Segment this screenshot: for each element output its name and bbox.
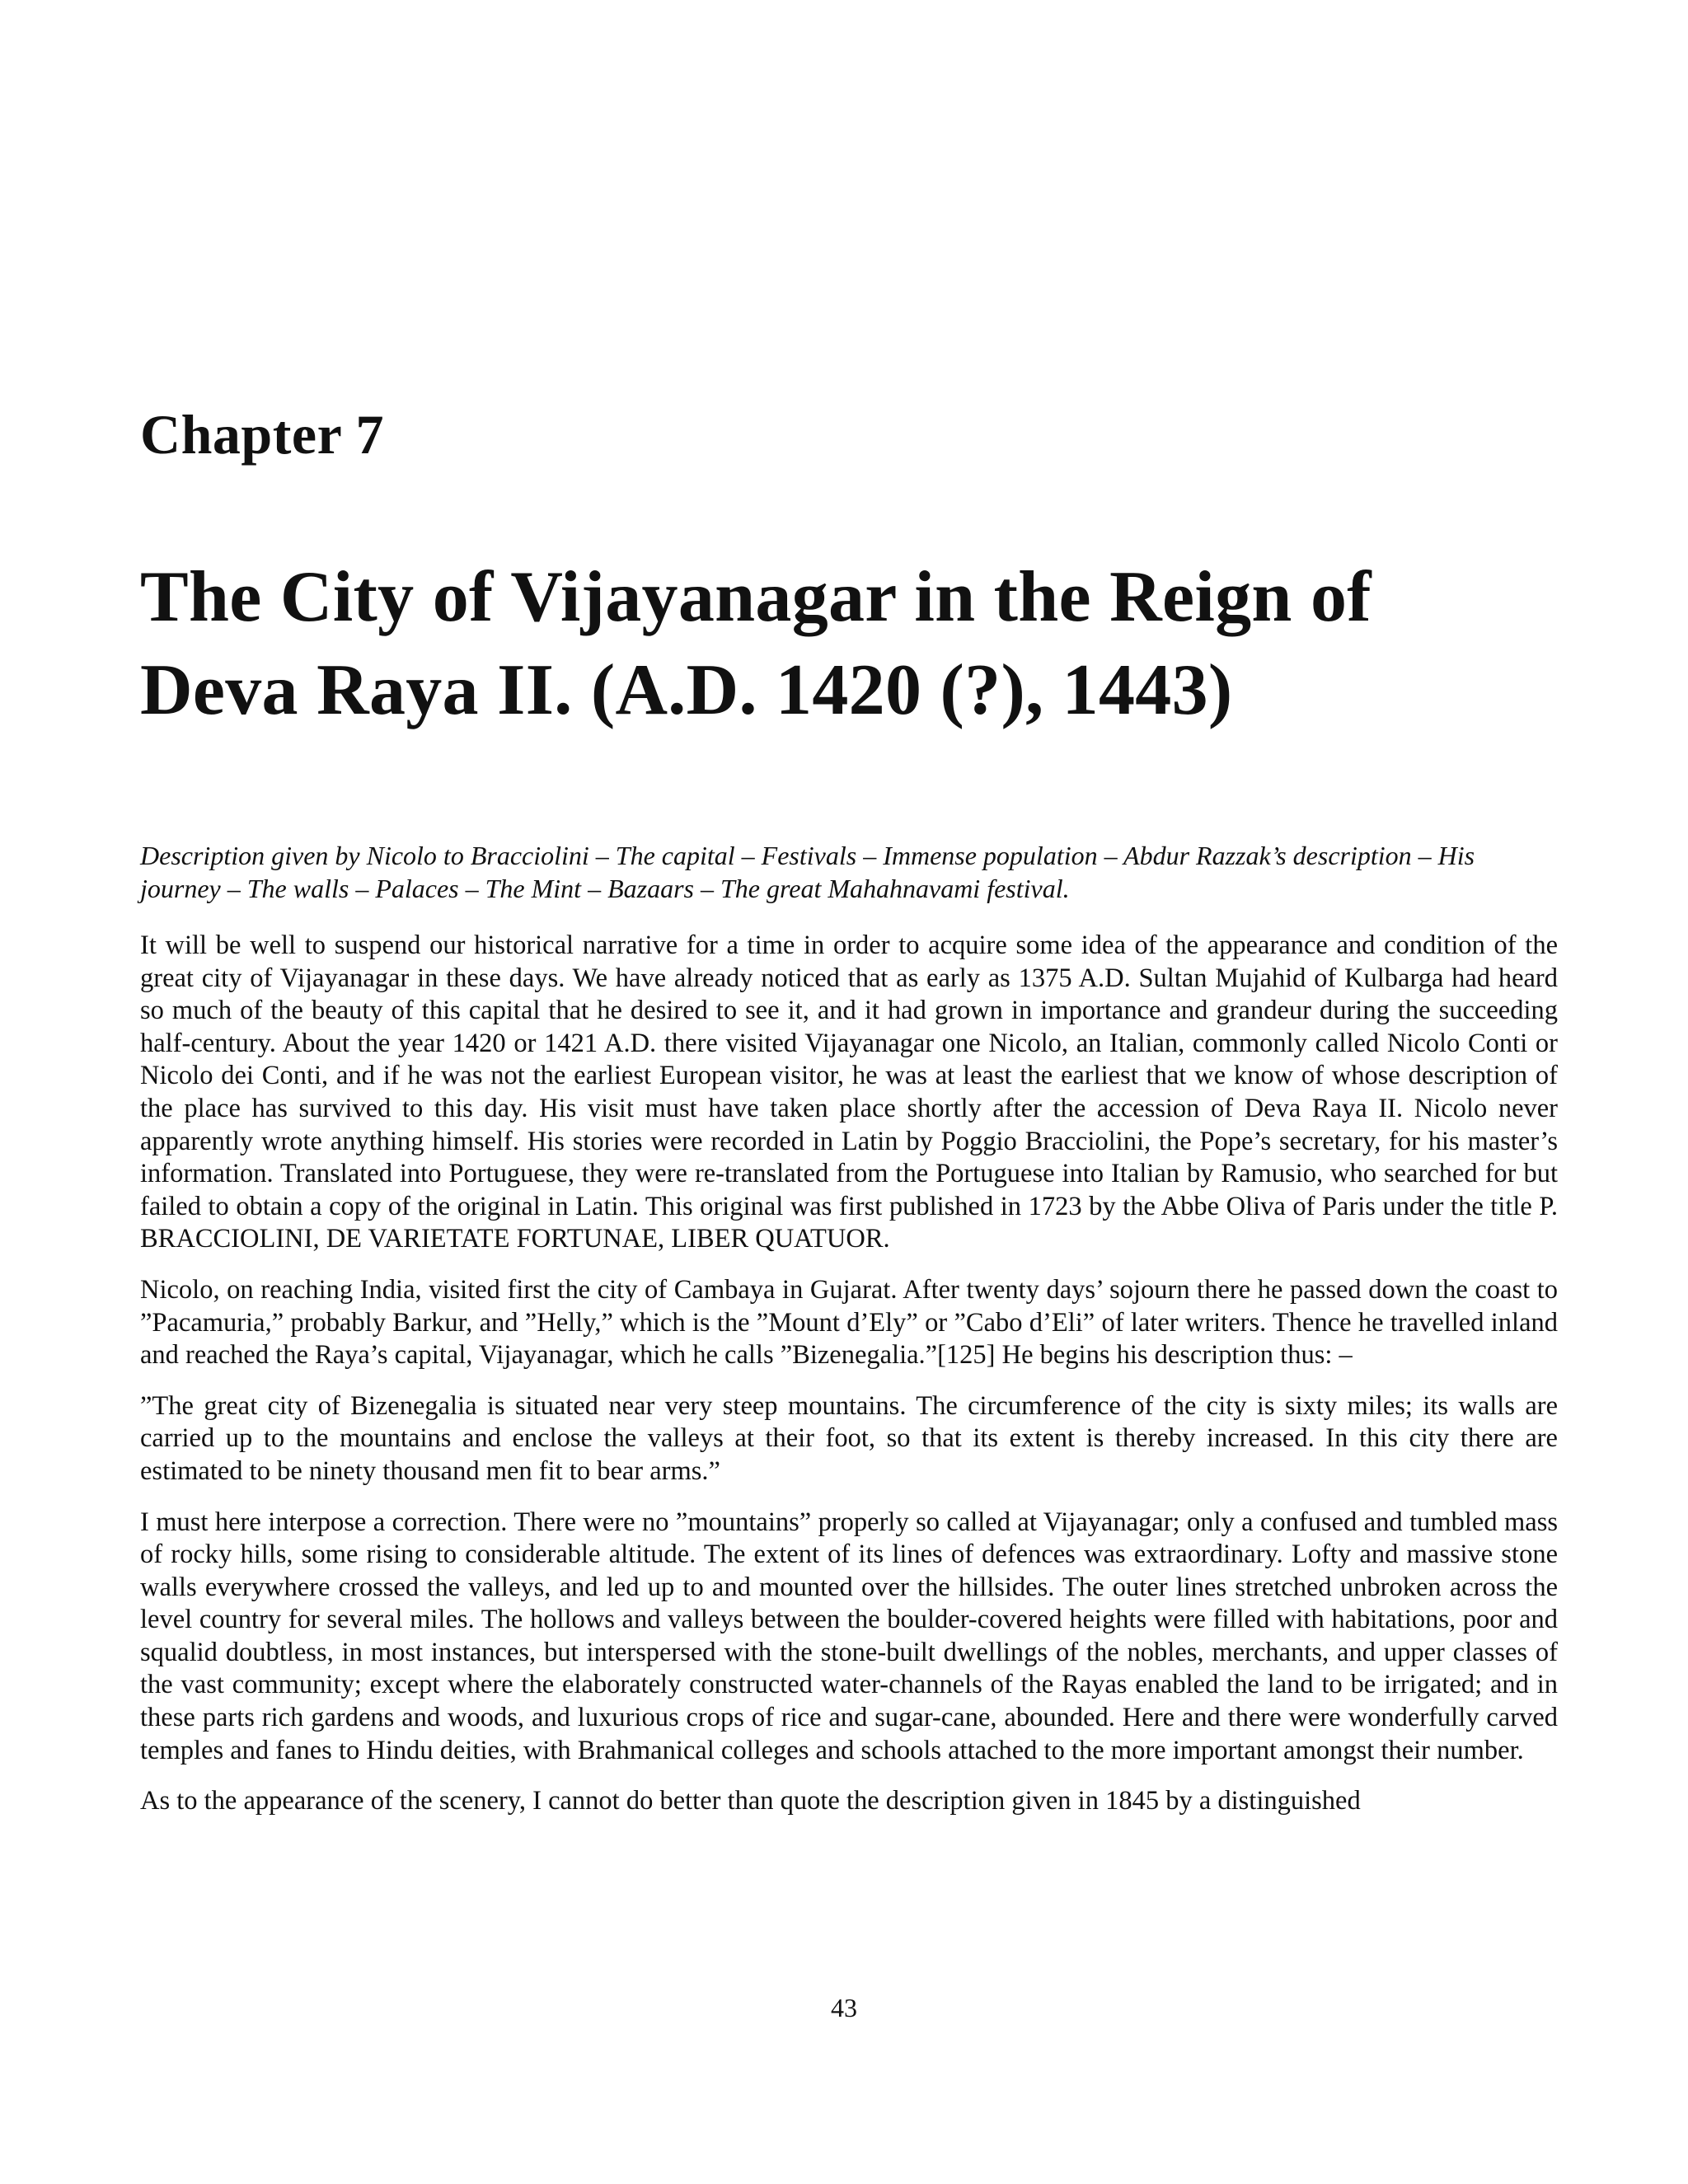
- chapter-number: Chapter 7: [140, 403, 385, 466]
- paragraph-1: It will be well to suspend our historical narrative for a time in order to acquire some idea of the appearance and condition of the great city of Vijayanagar in these days. We have already noticed that as early as 1375 A.D. Sultan Mujahid of Kulbarga had heard so much of the beauty of this capital that he desired to see it, and it had grown in importance and grandeur during the succeeding half-century. About the year 1420 or 1421 A.D. there visited Vijayanagar one Nicolo, an Italian, commonly called Nicolo Conti or Nicolo dei Conti, and if he was not the earliest European visitor, he was at least the earliest that we know of whose description of the place has survived to this day. His visit must have taken place shortly after the accession of Deva Raya II. Nicolo never apparently wrote anything himself. His stories were recorded in Latin by Poggio Bracciolini, the Pope’s secretary, for his master’s information. Translated into Portuguese, they were re-translated from the Portuguese into Italian by Ramusio, who searched for but failed to obtain a copy of the original in Latin. This original was first published in 1723 by the Abbe Oliva of Paris under the title P. BRACCIOLINI, DE VARIETATE FORTUNAE, LIBER QUATUOR.: [140, 930, 1558, 1254]
- chapter-title-line-1: The City of Vijayanagar in the Reign of: [140, 557, 1372, 637]
- paragraph-5: As to the appearance of the scenery, I cannot do better than quote the description given in 1845 by a distinguished: [140, 1786, 1361, 1816]
- chapter-title: [140, 551, 1558, 737]
- paragraph-3: ”The great city of Bizenegalia is situated near very steep mountains. The circumference of the city is sixty miles; its walls are carried up to the mountains and enclose the valleys at their foot, so that its extent is thereby increased. In this city there are estimated to be ninety thousand men fit to bear arms.”: [140, 1390, 1558, 1486]
- page-number: 43: [831, 1993, 857, 2022]
- paragraph-2: Nicolo, on reaching India, visited first the city of Cambaya in Gujarat. After twenty days’ sojourn there he passed down the coast to ”Pacamuria,” probably Barkur, and ”Helly,” which is the ”Mount d’Ely” or ”Cabo d’Eli” of later writers. Thence he travelled inland and reached the Raya’s capital, Vijayanagar, which he calls ”Bizenegalia.”[125] He begins his description thus: –: [140, 1274, 1558, 1371]
- chapter-body: [140, 839, 1558, 1836]
- paragraph-4: I must here interpose a correction. There were no ”mountains” properly so called at Vijayanagar; only a confused and tumbled mass of rocky hills, some rising to considerable altitude. The extent of its lines of defences was extraordinary. Lofty and massive stone walls everywhere crossed the valleys, and led up to and mounted over the hillsides. The outer lines stretched unbroken across the level country for several miles. The hollows and valleys between the boulder-covered heights were filled with habitations, poor and squalid doubtless, in most instances, but interspersed with the stone-built dwellings of the nobles, merchants, and upper classes of the vast community; except where the elaborately constructed water-channels of the Rayas enabled the land to be irrigated; and in these parts rich gardens and woods, and luxurious crops of rice and sugar-cane, abounded. Here and there were wonderfully carved temples and fanes to Hindu deities, with Brahmanical colleges and schools attached to the more important amongst their number.: [140, 1507, 1558, 1765]
- chapter-synopsis: Description given by Nicolo to Bracciolini – The capital – Festivals – Immense population – Abdur Razzak’s description – His journey – The walls – Palaces – The Mint – Bazaars – The great Mahahnavami festival.: [140, 841, 1475, 903]
- chapter-title-line-2: Deva Raya II. (A.D. 1420 (?), 1443): [140, 650, 1233, 730]
